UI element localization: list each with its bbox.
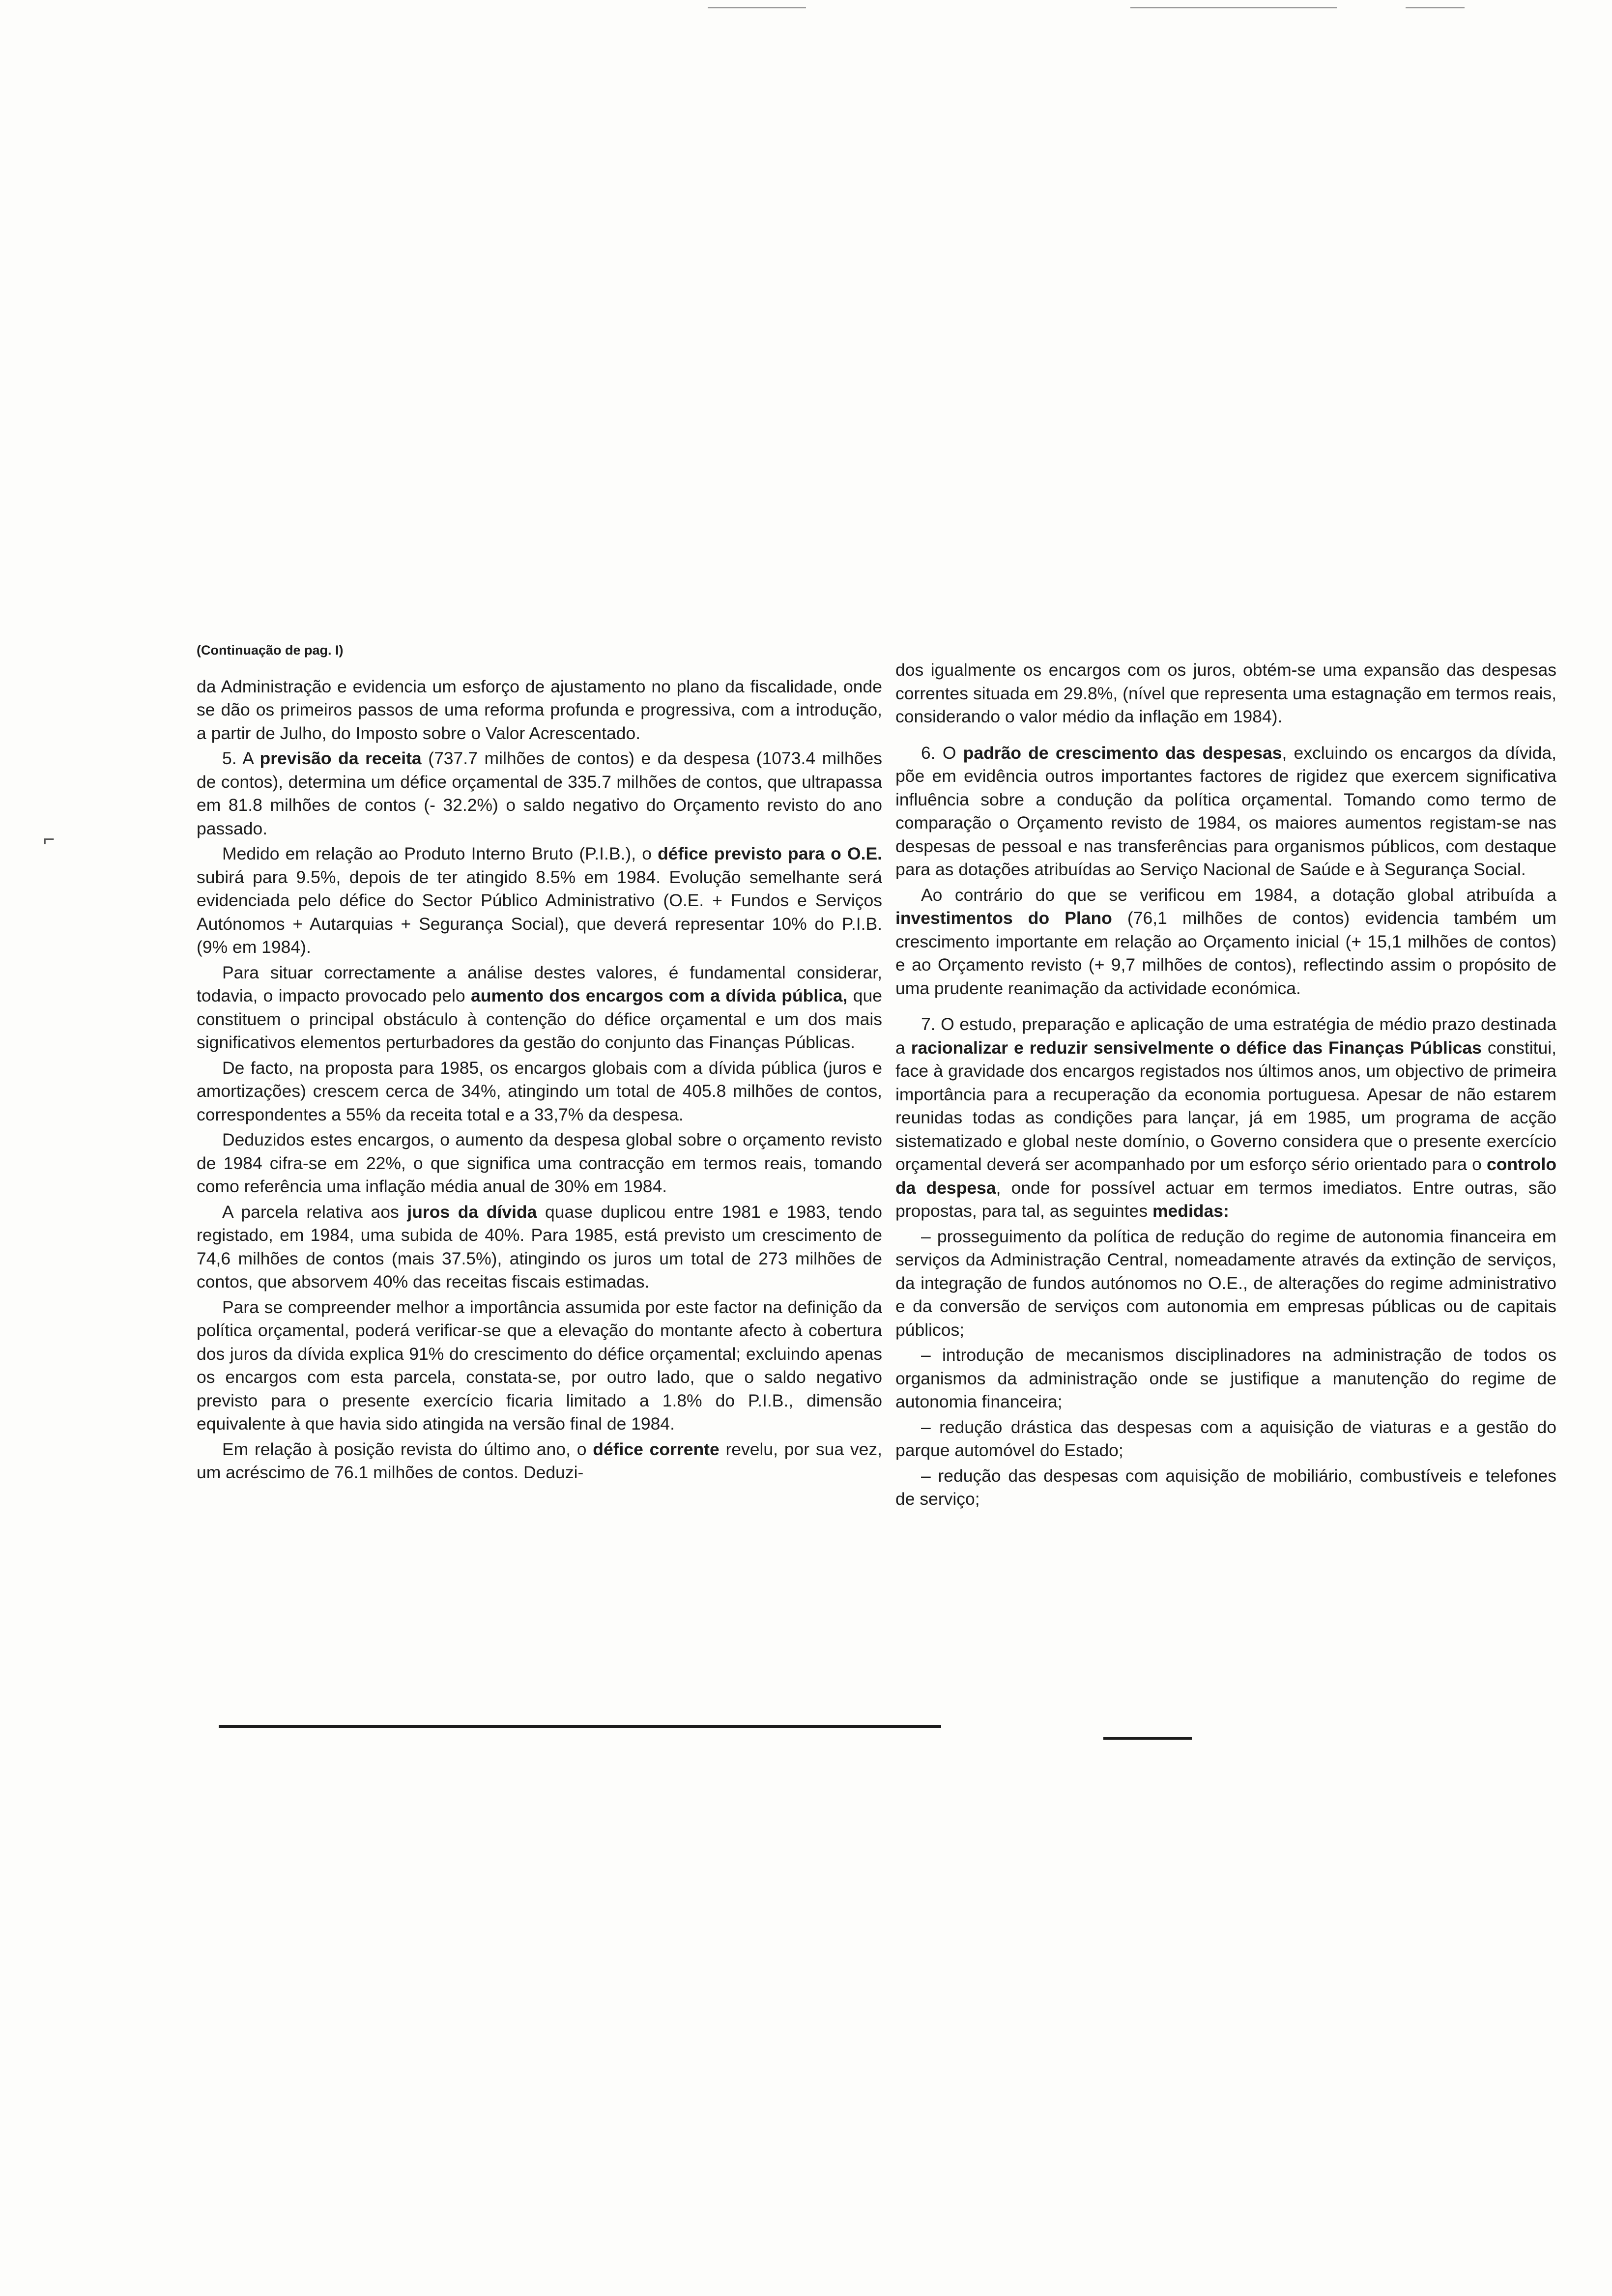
text-run: subirá para 9.5%, depois de ter atingido 8.5% em 1984. Evolução semelhante será evidenciada pelo défice do Sector Público Administrativo (O.E. + Fundos e Serviços Autónomos + Autarquias + Segurança Social), que deverá representar 10% do P.I.B. (9% em 1984). bbox=[197, 867, 882, 957]
text-run: dos igualmente os encargos com os juros, obtém-se uma expansão das despesas correntes situada em 29.8%, (nível que representa uma estagnação em termos reais, considerando o valor médio da inflação em 1984). bbox=[895, 660, 1556, 726]
text-run: que constituem o principal obstáculo à contenção do défice orçamental e um dos mais significativos elementos perturbadores da gestão do conjunto das Finanças Públicas. bbox=[197, 986, 882, 1052]
text-run: quase duplicou entre 1981 e 1983, tendo registado, em 1984, uma subida de 40%. Para 1985, está previsto um crescimento de 74,6 milhões de contos (mais 37.5%), atingindo os juros um total de 273 milhões de contos, que absorvem 40% das receitas fiscais estimadas. bbox=[197, 1202, 883, 1292]
text-run: Para situar correctamente a análise destes valores, é fundamental considerar, todavia, o impacto provocado pelo bbox=[197, 962, 882, 1005]
text-run: De facto, na proposta para 1985, os encargos globais com a dívida pública (juros e amortizações) crescem cerca de 34%, atingindo um total de 405.8 milhões de contos, correspondentes a 55% da receita total e a 33,7% da despesa. bbox=[197, 1058, 882, 1124]
right-column-body bbox=[895, 659, 1556, 1511]
paragraph bbox=[197, 1201, 882, 1294]
bold-phrase: controlo da despesa bbox=[895, 1154, 1556, 1198]
scan-rule-top-2 bbox=[1130, 7, 1337, 8]
continuation-note: (Continuação de pag. I) bbox=[197, 643, 344, 658]
bottom-rule-right bbox=[1103, 1737, 1192, 1740]
bold-phrase: padrão de crescimento das despesas bbox=[963, 743, 1282, 763]
bold-phrase: previsão da receita bbox=[259, 748, 422, 768]
text-run: 6. O bbox=[921, 743, 963, 763]
paragraph bbox=[895, 1225, 1556, 1342]
paragraph bbox=[197, 1296, 882, 1436]
paragraph bbox=[895, 1344, 1556, 1414]
bottom-rule-left bbox=[219, 1725, 941, 1728]
scan-margin-mark: ⌐ bbox=[43, 829, 55, 850]
paragraph bbox=[895, 742, 1556, 882]
right-column bbox=[895, 659, 1556, 1513]
text-run: – introdução de mecanismos disciplinadores na administração de todos os organismos da administração onde se justifique a manutenção do regime de autonomia financeira; bbox=[895, 1345, 1556, 1411]
paragraph bbox=[197, 1057, 882, 1127]
text-run: (76,1 milhões de contos) evidencia também um crescimento importante em relação ao Orçamento inicial (+ 15,1 milhões de contos) e ao Orçamento revisto (+ 9,7 milhões de contos), reflectindo assim o propósito de uma prudente reanimação da actividade económica. bbox=[895, 908, 1556, 998]
paragraph bbox=[197, 961, 882, 1055]
text-run: – prosseguimento da política de redução do regime de autonomia financeira em serviços da Administração Central, nomeadamente através da extinção de serviços, da integração de fundos autónomos no O.E., de alterações do regime administrativo e da conversão de serviços com autonomia em empresas públicas ou de capitais públicos; bbox=[895, 1226, 1556, 1340]
text-run: Em relação à posição revista do último ano, o bbox=[222, 1439, 593, 1459]
text-run: Deduzidos estes encargos, o aumento da despesa global sobre o orçamento revisto de 1984 cifra-se em 22%, o que significa uma contracção em termos reais, tomando como referência uma inflação média anual de 30% em 1984. bbox=[197, 1130, 882, 1196]
left-column bbox=[197, 639, 882, 1487]
paragraph bbox=[895, 1464, 1556, 1511]
bold-phrase: medidas: bbox=[1152, 1201, 1229, 1221]
paragraph bbox=[197, 1438, 882, 1485]
bold-phrase: aumento dos encargos com a dívida pública, bbox=[471, 986, 848, 1005]
text-run: , excluindo os encargos da dívida, põe em evidência outros importantes factores de rigidez que exercem significativa influência sobre a condução da política orçamental. Tomando como termo de comparação o Orçamento revisto de 1984, os maiores aumentos registam-se nas despesas de pessoal e nas transferências para organismos públicos, com destaque para as dotações atribuídas ao Serviço Nacional de Saúde e à Segurança Social. bbox=[895, 743, 1556, 879]
bold-phrase: juros da dívida bbox=[407, 1202, 537, 1222]
text-run: , onde for possível actuar em termos imediatos. Entre outras, são propostas, para tal, as seguintes bbox=[895, 1177, 1556, 1221]
paragraph bbox=[197, 1128, 882, 1199]
text-run: constitui, face à gravidade dos encargos registados nos últimos anos, um objectivo de primeira importância para a recuperação da economia portuguesa. Apesar de não estarem reunidas todas as condições para lançar, já em 1985, um programa de acção sistematizado e global neste domínio, o Governo considera que o presente exercício orçamental deverá ser acompanhado por um esforço sério orientado para o bbox=[895, 1037, 1557, 1174]
text-run: 5. A bbox=[222, 748, 260, 768]
text-run: Medido em relação ao Produto Interno Bruto (P.I.B.), o bbox=[222, 844, 658, 863]
bold-phrase: investimentos do Plano bbox=[895, 908, 1112, 928]
text-run: revelu, por sua vez, um acréscimo de 76.1 milhões de contos. Deduzi- bbox=[197, 1439, 882, 1482]
paragraph bbox=[895, 1416, 1556, 1463]
scan-rule-top-3 bbox=[1406, 7, 1465, 8]
text-run: A parcela relativa aos bbox=[222, 1202, 407, 1222]
bold-phrase: défice corrente bbox=[593, 1439, 720, 1459]
text-run: da Administração e evidencia um esforço de ajustamento no plano da fiscalidade, onde se dão os primeiros passos de uma reforma profunda e progressiva, com a introdução, a partir de Julho, do Imposto sobre o Valor Acrescentado. bbox=[197, 676, 882, 743]
text-run: Para se compreender melhor a importância assumida por este factor na definição da política orçamental, poderá verificar-se que a elevação do montante afecto à cobertura dos juros da dívida explica 91% do crescimento do défice orçamental; excluindo apenas os encargos com esta parcela, constata-se, por outro lado, que o saldo negativo previsto para o presente exercício ficaria limitado a 1.8% do P.I.B., dimensão equivalente à que havia sido atingida na versão final de 1984. bbox=[197, 1297, 882, 1434]
paragraph bbox=[895, 659, 1556, 729]
scan-rule-top-1 bbox=[708, 7, 806, 8]
paragraph bbox=[895, 1013, 1556, 1223]
paragraph bbox=[197, 747, 882, 840]
bold-phrase: défice previsto para o O.E. bbox=[658, 844, 883, 863]
text-run: Ao contrário do que se verificou em 1984, a dotação global atribuída a bbox=[921, 885, 1556, 905]
paragraph bbox=[895, 884, 1556, 1001]
left-column-body bbox=[197, 675, 882, 1485]
paragraph bbox=[197, 675, 882, 746]
paragraph bbox=[197, 842, 882, 959]
text-run: – redução drástica das despesas com a aquisição de viaturas e a gestão do parque automóvel do Estado; bbox=[895, 1417, 1556, 1460]
text-run: – redução das despesas com aquisição de mobiliário, combustíveis e telefones de serviço; bbox=[895, 1465, 1556, 1509]
text-run: (737.7 milhões de contos) e da despesa (1073.4 milhões de contos), determina um défice orçamental de 335.7 milhões de contos, que ultrapassa em 81.8 milhões de contos (- 32.2%) o saldo negativo do Orçamento revisto do ano passado. bbox=[197, 748, 882, 838]
text-run: 7. O estudo, preparação e aplicação de uma estratégia de médio prazo destinada a bbox=[895, 1014, 1556, 1058]
bold-phrase: racionalizar e reduzir sensivelmente o défice das Finanças Públicas bbox=[911, 1037, 1482, 1058]
